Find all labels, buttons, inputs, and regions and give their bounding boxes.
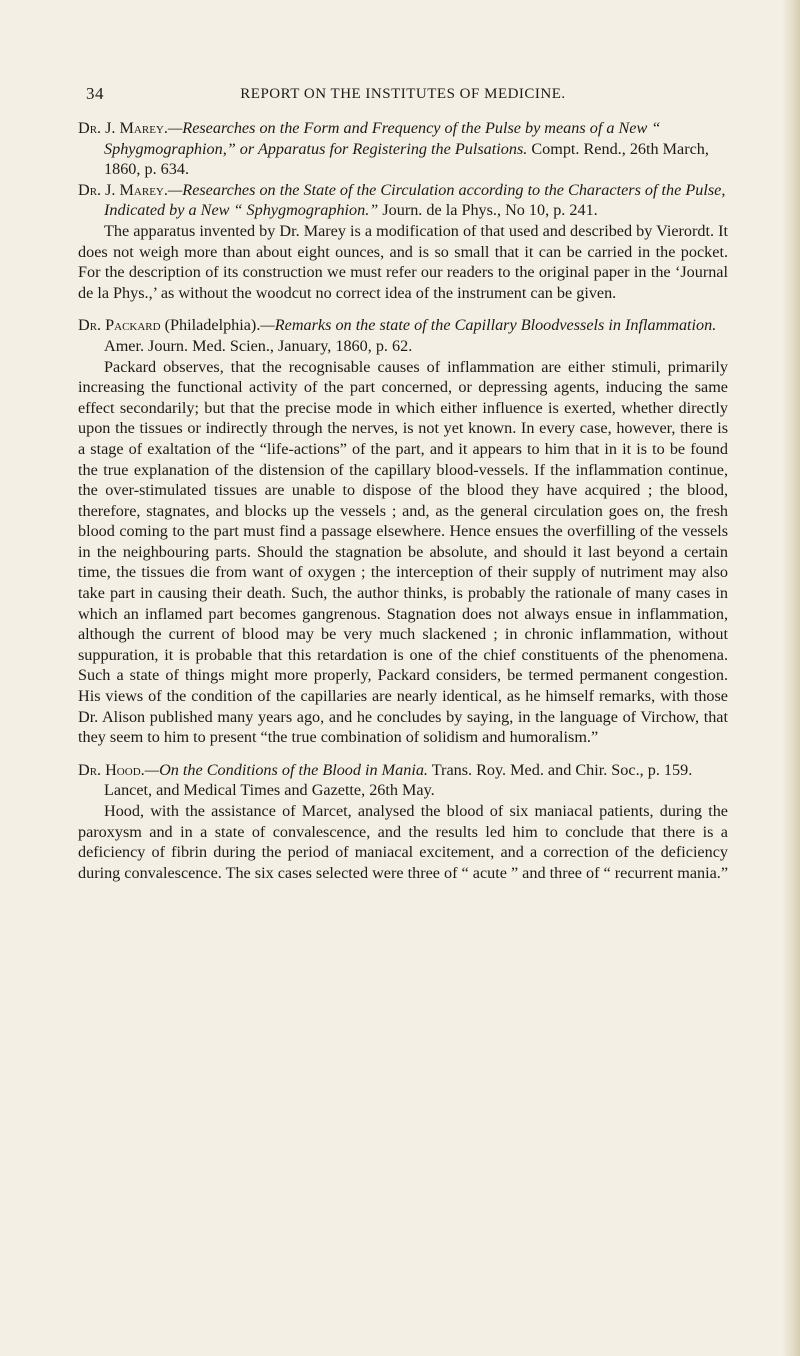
source: Compt. Rend., 26th March, 1860, p. 634.: [104, 139, 709, 179]
page-edge-shadow: [782, 0, 800, 1356]
source: Journ. de la Phys., No 10, p. 241.: [378, 201, 598, 220]
article-title: —Remarks on the state of the Capillary Bloodvessels in Inflammation.: [260, 316, 717, 335]
source: Trans. Roy. Med. and Chir. Soc., p. 159. Lancet, and Medical Times and Gazette, 26th May.: [104, 760, 693, 800]
reference: [78, 180, 728, 221]
author: Dr. Packard: [78, 316, 161, 335]
article-title: —Researches on the Form and Frequency of the Pulse by means of a New “ Sphygmographion,” or Apparatus for Registering the Pulsations.: [104, 119, 661, 158]
entry-hood: [78, 760, 728, 884]
reference: [78, 760, 728, 801]
running-header: [78, 84, 728, 108]
abstract-paragraph: The apparatus invented by Dr. Marey is a modification of that used and described by Vierordt. It does not weigh more than about eight ounces, and is so small that it can be carried in the pocket. For the description of its construction we must refer our readers to the original paper in the ‘Journal de la Phys.,’ as without the woodcut no correct idea of the instrument can be given.: [78, 221, 728, 302]
article-title: —Researches on the State of the Circulation according to the Characters of the Pulse, Indicated by a New “ Sphygmographion.”: [104, 180, 726, 220]
source: Amer. Journ. Med. Scien., January, 1860, p. 62.: [104, 336, 413, 355]
location: (Philadelphia).: [160, 316, 261, 335]
page-number: 34: [86, 84, 104, 103]
entry-packard: [78, 315, 728, 747]
author: Dr. Hood.: [78, 760, 145, 779]
author: Dr. J. Marey.: [78, 180, 168, 199]
abstract-paragraph: Hood, with the assistance of Marcet, analysed the blood of six maniacal patients, during the paroxysm and in a state of convalescence, and the results led him to conclude that there is a deficiency of fibrin during the period of maniacal excitement, and a correction of the deficiency during convalescence. The six cases selected were three of “ acute ” and three of “ recurrent mania.”: [78, 802, 729, 882]
page: [78, 84, 728, 883]
reference: [78, 118, 728, 180]
reference: [78, 315, 728, 356]
entry-marey-1: [78, 118, 728, 180]
abstract-paragraph: Packard observes, that the recognisable causes of inflammation are either stimuli, primarily increasing the functional activity of the part concerned, or depressing agents, inducing the same effect secondarily; but that the precise mode in which either influence is exerted, whether directly upon the tissues or indirectly through the nerves, is not yet known. In every case, however, there is a stage of exaltation of the “life-actions” of the part, and it appears to him that in it is to be found the true explanation of the distension of the capillary blood-vessels. If the inflammation continue, the over-stimulated tissues are unable to dispose of the blood they have acquired ; the blood, therefore, stagnates, and blocks up the vessels ; and, as the general circulation goes on, the fresh blood coming to the part must find a passage elsewhere. Hence ensues the overfilling of the vessels in the neighbouring parts. Should the stagnation be absolute, and should it last beyond a certain time, the tissues die from want of oxygen ; the interception of their supply of nutriment may also take part in causing their death. Such, the author thinks, is probably the rationale of many cases in which an inflamed part becomes gangrenous. Stagnation does not always ensue in inflammation, although the current of blood may be very much slackened ; in chronic inflammation, without suppuration, it is probable that this retardation is one of the chief constituents of the phenomena. Such a state of things might more properly, Packard considers, be termed permanent congestion. His views of the condition of the capillaries are nearly identical, as he himself remarks, with those Dr. Alison published many years ago, and he concludes by saying, in the language of Virchow, that they seem to him to present “the true combination of solidism and humoralism.”: [78, 357, 728, 747]
entry-marey-2: [78, 180, 728, 304]
author: Dr. J. Marey.: [78, 119, 168, 137]
article-title: —On the Conditions of the Blood in Mania.: [144, 760, 428, 779]
running-title: REPORT ON THE INSTITUTES OF MEDICINE.: [240, 86, 566, 102]
